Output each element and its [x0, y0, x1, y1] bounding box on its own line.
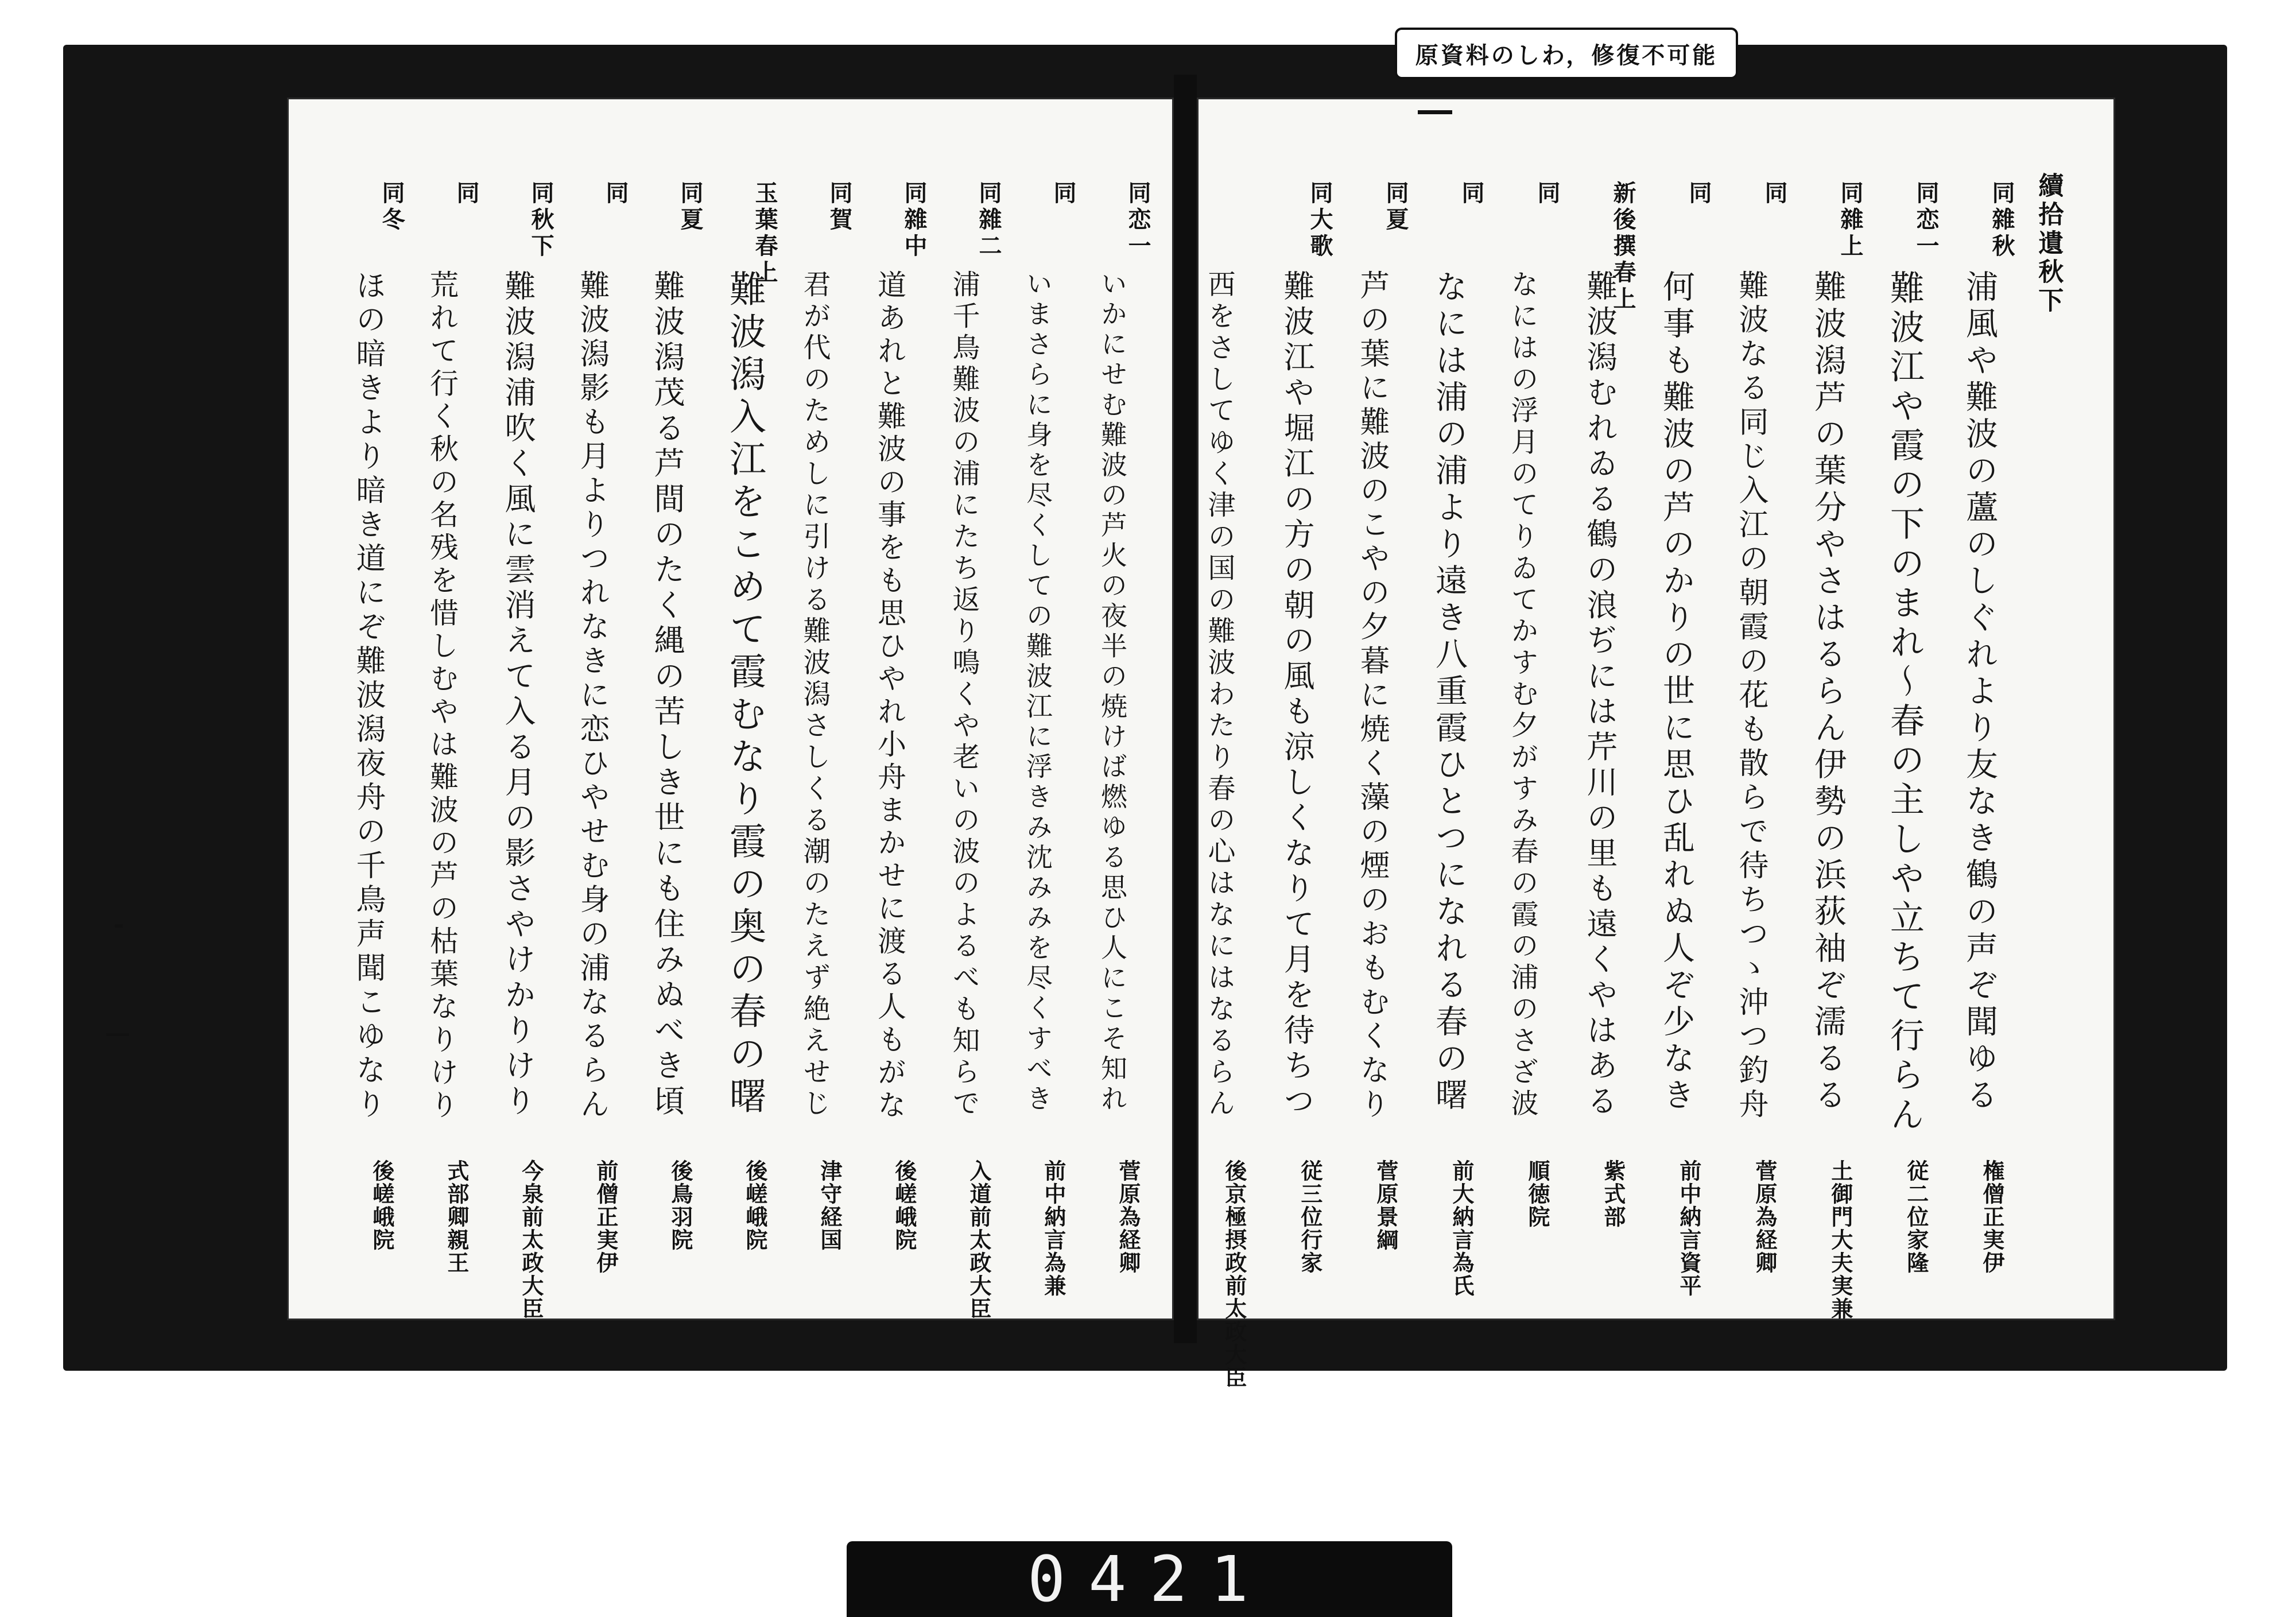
poem-author: 土御門大夫実兼 — [1827, 1160, 1853, 1320]
poem-source-header: 同雜秋 — [1988, 181, 2015, 260]
poem-author: 後嵯峨院 — [891, 1160, 917, 1251]
poem-author: 前中納言資平 — [1676, 1160, 1702, 1297]
poem-source-header: 同秋下 — [528, 181, 554, 260]
poem-text: 浦千鳥難波の浦にたち返り鳴くや老いの波のよるべも知らで — [948, 270, 980, 1120]
poem-author: 今泉前太政大臣 — [518, 1160, 544, 1320]
poem-author: 紫式部 — [1600, 1160, 1626, 1228]
poem-source-header: 同 — [1458, 181, 1485, 207]
poem-text: 荒れて行く秋の名残を惜しむやは難波の芦の枯葉なりけり — [425, 270, 459, 1123]
poem-author: 菅原為経卿 — [1115, 1160, 1141, 1274]
poem-author: 前中納言為兼 — [1040, 1160, 1066, 1297]
poem-author: 入道前太政大臣 — [965, 1160, 992, 1320]
poem-text: 難波潟芦の葉分やさはるらん伊勢の浜荻袖ぞ濡るる — [1809, 270, 1847, 1115]
poem-text: 難波なる同じ入江の朝霞の花も散らで待ちつゝ沖つ釣舟 — [1733, 270, 1768, 1123]
poem-author: 式部卿親王 — [443, 1160, 470, 1274]
poem-source-header: 同雜中 — [901, 181, 928, 260]
poem-text: ほの暗きより暗き道にぞ難波潟夜舟の千鳥声聞こゆなり — [351, 270, 385, 1123]
poem-author: 従三位行家 — [1297, 1160, 1323, 1274]
poem-author: 後鳥羽院 — [667, 1160, 693, 1251]
page-mark — [1418, 110, 1452, 114]
poem-text: 難波潟浦吹く風に雲消えて入る月の影さやけかりけり — [500, 270, 536, 1120]
poem-text: 浦風や難波の蘆のしぐれより友なき鶴の声ぞ聞ゆる — [1961, 270, 1998, 1115]
poem-author: 権僧正実伊 — [1979, 1160, 2005, 1274]
poem-source-header: 同 — [453, 181, 480, 207]
poem-text: いかにせむ難波の芦火の夜半の焼けば燃ゆる思ひ人にこそ知れ — [1097, 270, 1128, 1115]
poem-source-header: 同夏 — [1382, 181, 1409, 234]
poem-text: 難波潟入江をこめて霞むなり霞の奥の春の曙 — [723, 270, 766, 1119]
poem-text: 難波江や霞の下のまれ〜春の主しや立ちて行らん — [1884, 270, 1925, 1136]
margin-mark — [115, 924, 123, 928]
poem-text: 道あれと難波の事をも思ひやれ小舟まかせに渡る人もがな — [873, 270, 906, 1123]
poem-author: 前僧正実伊 — [592, 1160, 619, 1274]
poem-source-header: 同恋一 — [1124, 181, 1151, 260]
poem-source-header: 同賀 — [826, 181, 853, 234]
margin-mark — [106, 1033, 129, 1036]
poem-text: 君が代のためしに引ける難波潟さしくる潮のたえず絶えせじ — [798, 270, 831, 1120]
folio-label: 0421 — [1027, 1542, 1271, 1616]
poem-text: 何事も難波の芦のかりの世に思ひ乱れぬ人ぞ少なき — [1658, 270, 1695, 1115]
damage-stamp: 原資料のしわ，修復不可能 — [1395, 28, 1738, 79]
poem-author: 前大納言為氏 — [1448, 1160, 1475, 1297]
poem-author: 津守経国 — [816, 1160, 843, 1251]
poem-author: 順徳院 — [1524, 1160, 1550, 1228]
poem-text: なには浦の浦より遠き八重霞ひとつになれる春の曙 — [1430, 270, 1468, 1115]
poem-text: 芦の葉に難波のこやの夕暮に焼く藻の煙のおもむくなり — [1355, 270, 1389, 1123]
poem-source-header: 同大歌 — [1306, 181, 1333, 260]
poem-source-header: 同恋一 — [1913, 181, 1940, 260]
book-title: 續拾遺秋下 — [2034, 172, 2064, 316]
poem-source-header: 同冬 — [378, 181, 405, 234]
poem-author: 後嵯峨院 — [742, 1160, 768, 1251]
poem-text: 難波潟茂る芦間のたく縄の苦しき世にも住みぬべき頃 — [649, 270, 685, 1120]
poem-author: 後嵯峨院 — [369, 1160, 395, 1251]
poem-source-header: 玉葉春上 — [751, 181, 778, 286]
poem-author: 菅原景綱 — [1372, 1160, 1399, 1251]
poem-source-header: 同雜上 — [1837, 181, 1864, 260]
poem-author: 後京極摂政前太政大臣 — [1221, 1160, 1247, 1389]
poem-source-header: 新後撰春上 — [1609, 181, 1636, 313]
poem-author: 菅原為経卿 — [1751, 1160, 1778, 1274]
poem-source-header: 同 — [1685, 181, 1712, 207]
poem-text: なにはの浮月のてりゐてかすむ夕がすみ春の霞の浦のさざ波 — [1506, 270, 1538, 1120]
folio-number — [847, 1541, 1452, 1617]
poem-source-header: 同 — [1534, 181, 1561, 207]
poem-source-header: 同夏 — [677, 181, 704, 234]
poem-text: いまさらに身を尽くしての難波江に浮きみ沈みみを尽くすべき — [1022, 270, 1053, 1115]
poem-text: 難波潟影も月よりつれなきに恋ひやせむ身の浦なるらん — [575, 270, 609, 1123]
poem-text: 難波江や堀江の方の朝の風も涼しくなりて月を待ちつ — [1279, 270, 1315, 1120]
poem-text: 西をさしてゆく津の国の難波わたり春の心はなにはなるらん — [1203, 270, 1235, 1120]
poem-author: 従二位家隆 — [1903, 1160, 1929, 1274]
poem-source-header: 同 — [1761, 181, 1788, 207]
poem-source-header: 同雜二 — [975, 181, 1002, 260]
poem-source-header: 同 — [602, 181, 629, 207]
poem-source-header: 同 — [1050, 181, 1077, 207]
poem-text: 難波潟むれゐる鶴の浪ぢには芹川の里も遠くやはある — [1582, 270, 1618, 1120]
book-gutter — [1174, 75, 1197, 1343]
